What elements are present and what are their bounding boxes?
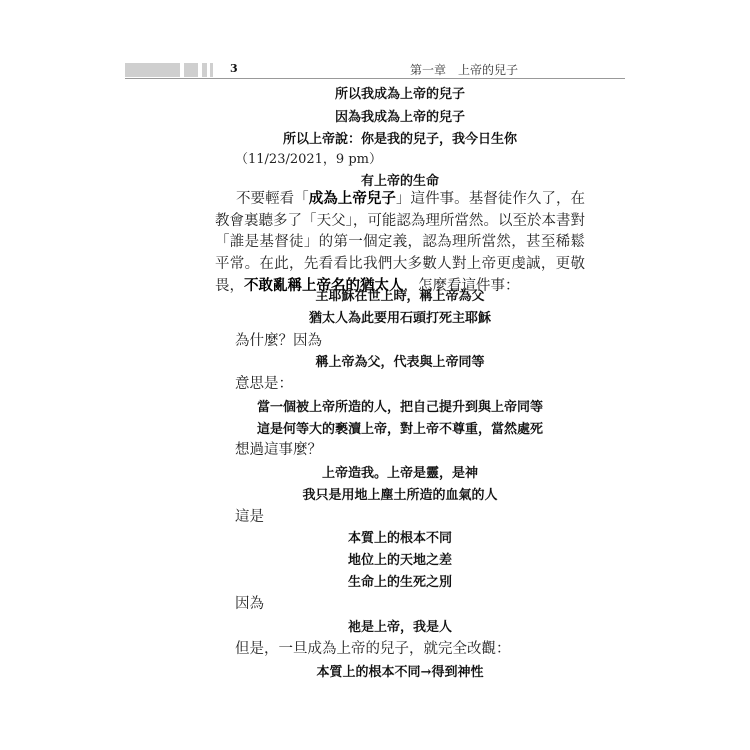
center-line-3: 稱上帝為父，代表與上帝同等: [315, 355, 485, 370]
verse-line-2: 因為我成為上帝的兒子: [334, 110, 465, 125]
left-line-but: 但是，一旦成為上帝的兒子，就完全改觀：: [235, 641, 511, 657]
center-line-8: 本質上的根本不同: [347, 531, 452, 546]
left-line-meaning: 意思是：: [235, 376, 293, 392]
left-line-think: 想過這事麼？: [235, 442, 322, 458]
paragraph-bold-1: 成為上帝兒子: [308, 190, 396, 207]
center-line-1: 主耶穌在世上時，稱上帝為父: [315, 289, 485, 304]
center-line-4: 當一個被上帝所造的人，把自己提升到與上帝同等: [256, 400, 543, 415]
section-heading: 有上帝的生命: [360, 174, 439, 189]
center-line-9: 地位上的天地之差: [347, 553, 452, 568]
header-rule: [125, 78, 625, 79]
page-number: 3: [230, 62, 238, 75]
left-line-because: 因為: [235, 596, 264, 612]
center-line-10: 生命上的生死之別: [347, 575, 452, 590]
center-line-11: 祂是上帝，我是人: [347, 620, 452, 635]
verse-line-1: 所以我成為上帝的兒子: [334, 87, 465, 102]
body-paragraph: [215, 188, 585, 298]
header-gray-bar-2: [184, 63, 198, 77]
header-gray-bar-4: [210, 63, 213, 77]
paragraph-text-2: 」這件事。基督徒作久了，在教會裏聽多了「天父」，可能認為理所當然。以至於本書對「誰是基督徒」的第一個定義，認為理所當然，甚至稀鬆平常。在此，先看看比我們大多數人對上帝更虔誠，更敬畏，: [215, 191, 586, 294]
left-line-why: 為什麼？因為: [235, 333, 322, 349]
date-stamp: （11/23/2021，9 pm）: [235, 152, 382, 167]
header-gray-bar-1: [125, 63, 180, 77]
chapter-title: 第一章 上帝的兒子: [410, 63, 519, 77]
center-line-6: 上帝造我。上帝是靈，是神: [321, 466, 478, 481]
paragraph-text-1: 不要輕看「: [236, 191, 309, 207]
center-line-5: 這是何等大的褻瀆上帝，對上帝不尊重，當然處死: [256, 422, 543, 437]
center-line-2: 猶太人為此要用石頭打死主耶穌: [308, 311, 491, 326]
paragraph-bold-2: 不敢亂稱上帝名的猶太人: [244, 277, 404, 294]
header-gray-bar-3: [202, 63, 207, 77]
left-line-this: 這是: [235, 509, 264, 525]
center-line-12: 本質上的根本不同→得到神性: [316, 665, 484, 680]
center-line-7: 我只是用地上塵土所造的血氣的人: [302, 488, 498, 503]
paragraph-text-3: ，怎麼看這件事：: [403, 278, 520, 294]
verse-line-3: 所以上帝說：你是我的兒子，我今日生你: [282, 132, 517, 147]
